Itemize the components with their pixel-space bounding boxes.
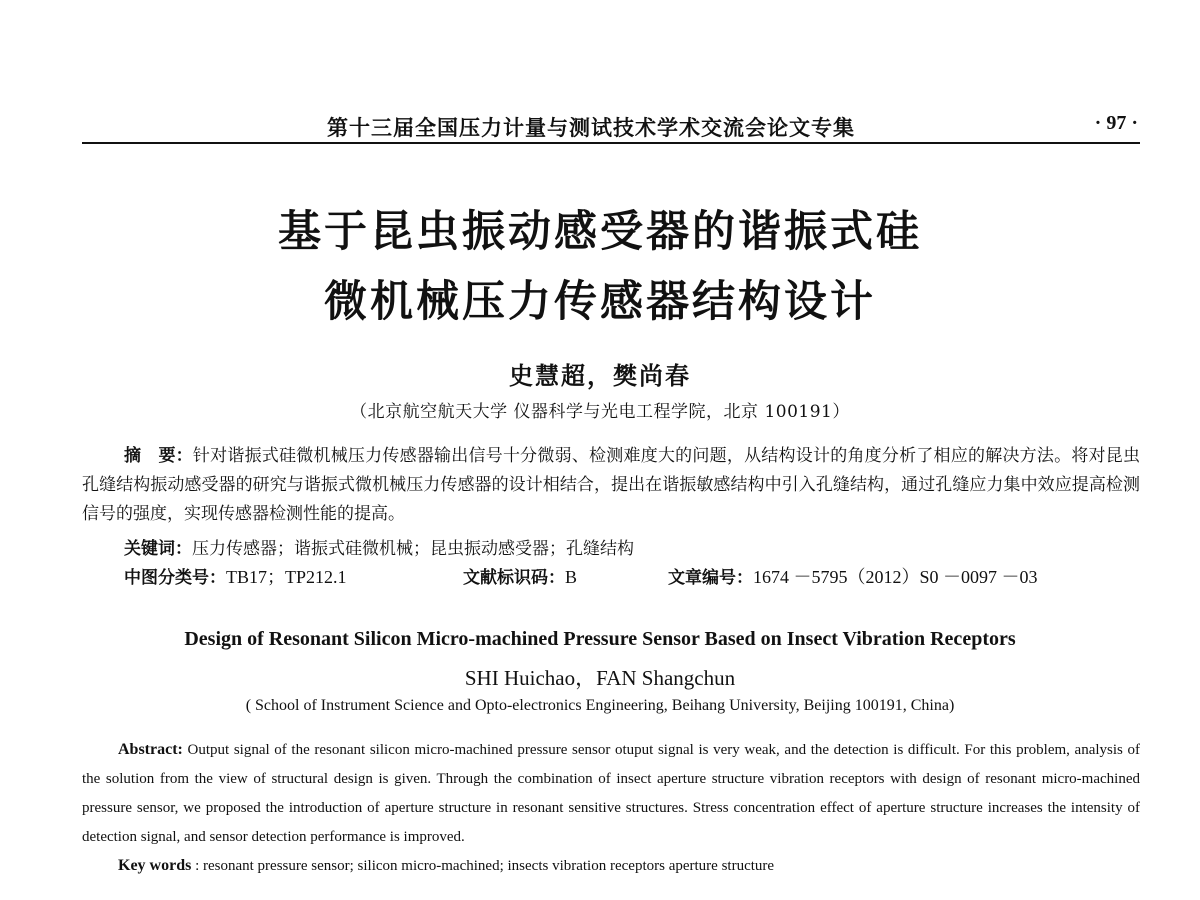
english-authors: SHI Huichao，FAN Shangchun: [464, 666, 736, 690]
english-abstract-label: Abstract:: [118, 741, 183, 758]
clc-label: 中图分类号：: [124, 568, 226, 588]
document-code-label: 文献标识码：: [463, 568, 565, 588]
document-code-value: B: [565, 567, 578, 587]
chinese-title-line-2: 微机械压力传感器结构设计: [324, 277, 876, 327]
english-title: Design of Resonant Silicon Micro-machined Pressure Sensor Based on Insect Vibration Receptors: [184, 628, 1016, 650]
article-number: [668, 563, 1038, 589]
chinese-keywords-text: 压力传感器；谐振式硅微机械；昆虫振动感受器；孔缝结构: [192, 539, 634, 559]
chinese-abstract: [82, 442, 1140, 529]
running-header: [82, 112, 1140, 144]
english-affiliation: ( School of Instrument Science and Opto-electronics Engineering, Beihang University, Beijing 100191, China): [245, 697, 955, 714]
chinese-authors: 史慧超，樊尚春: [509, 361, 691, 390]
english-keywords: [118, 857, 774, 875]
clc-value: TB17；TP212.1: [226, 567, 347, 587]
chinese-keywords: [124, 534, 634, 559]
page-number: · 97 ·: [1094, 112, 1138, 134]
chinese-abstract-text: 针对谐振式硅微机械压力传感器输出信号十分微弱、检测难度大的问题，从结构设计的角度分析了相应的解决方法。将对昆虫孔缝结构振动感受器的研究与谐振式微机械压力传感器的设计相结合，提出在谐振敏感结构中引入孔缝结构，通过孔缝应力集中效应提高检测信号的强度，实现传感器检测性能的提高。: [82, 446, 1141, 524]
article-number-value: 1674 －5795（2012）S0 －0097 －03: [753, 567, 1038, 587]
article-number-label: 文章编号：: [668, 568, 753, 588]
english-abstract-text: Output signal of the resonant silicon micro-machined pressure sensor otuput signal is very weak, and the detection is difficult. For this problem, analysis of the solution from the view of structural design is given. Through the combination of insect aperture structure vibration receptors with design of resonant micro-machined pressure sensor, we proposed the introduction of aperture structure in resonant sensitive structures. Stress concentration effect of aperture structure increases the intensity of detection signal, and sensor detection performance is improved.: [82, 742, 1140, 845]
chinese-keywords-label: 关键词：: [124, 539, 192, 559]
english-abstract: [82, 735, 1140, 852]
english-keywords-text: : resonant pressure sensor; silicon micro-machined; insects vibration receptors aperture structure: [195, 858, 775, 874]
english-keywords-label: Key words: [118, 857, 192, 874]
chinese-title-line-1: 基于昆虫振动感受器的谐振式硅: [278, 207, 922, 257]
document-code: [463, 563, 577, 588]
running-title: 第十三届全国压力计量与测试技术学术交流会论文专集: [327, 115, 855, 140]
chinese-abstract-label: 摘 要：: [124, 446, 193, 466]
clc-number: [124, 563, 347, 589]
chinese-affiliation: （北京航空航天大学 仪器科学与光电工程学院，北京 100191）: [350, 402, 850, 422]
